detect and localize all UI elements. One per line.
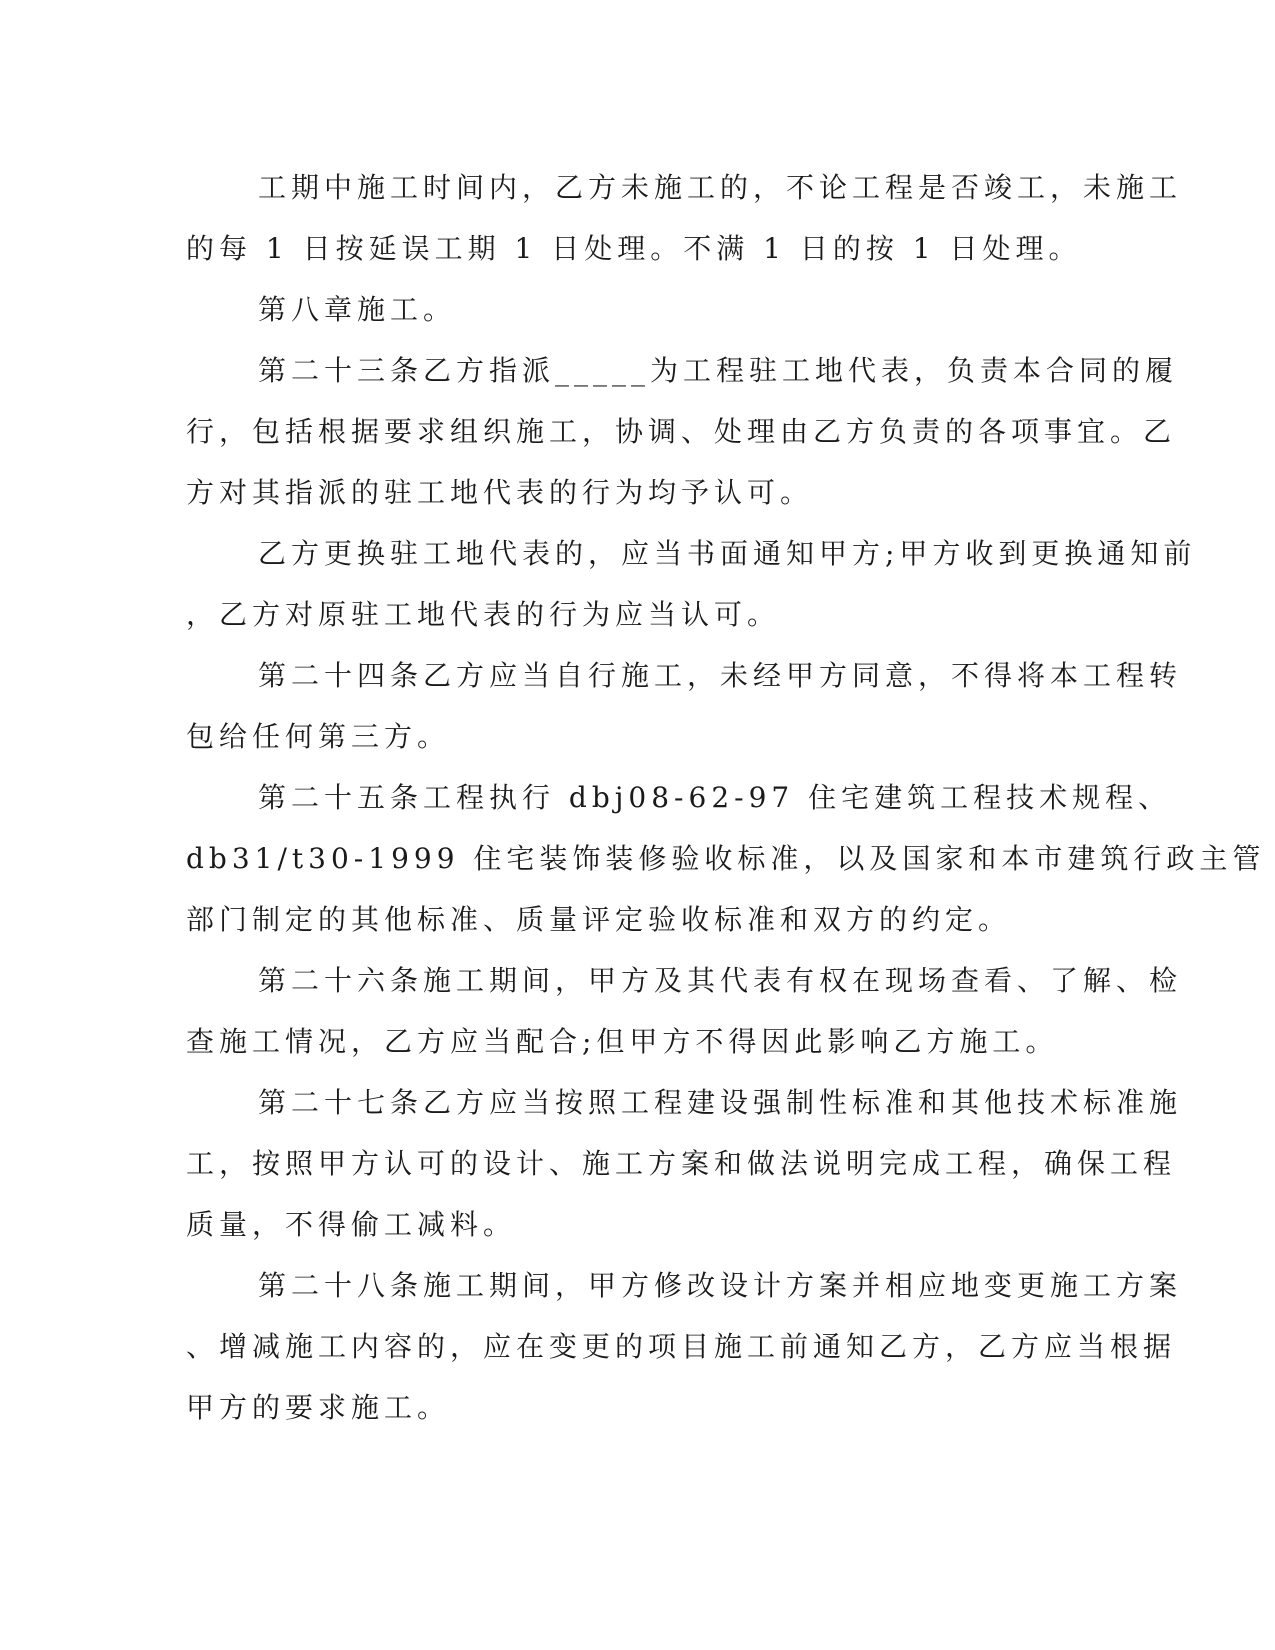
paragraph-line: db31/t30-1999 住宅装饰装修验收标准，以及国家和本市建筑行政主管 xyxy=(186,842,1266,875)
paragraph-line: ，乙方对原驻工地代表的行为应当认可。 xyxy=(186,598,781,631)
paragraph-line: 甲方的要求施工。 xyxy=(186,1391,451,1424)
paragraph-line: 质量，不得偷工减料。 xyxy=(186,1208,517,1241)
paragraph-line: 查施工情况，乙方应当配合;但甲方不得因此影响乙方施工。 xyxy=(186,1025,1059,1058)
paragraph-line: 第二十五条工程执行 dbj08-62-97 住宅建筑工程技术规程、 xyxy=(258,781,1172,814)
paragraph-line: 的每 1 日按延误工期 1 日处理。不满 1 日的按 1 日处理。 xyxy=(186,232,1082,265)
paragraph-line: 第八章施工。 xyxy=(258,293,457,326)
article-28 xyxy=(186,1255,1183,1438)
article-24 xyxy=(186,645,1183,767)
article-27 xyxy=(186,1072,1183,1255)
document-body xyxy=(186,157,1266,1438)
paragraph-line: 、增减施工内容的，应在变更的项目施工前通知乙方，乙方应当根据 xyxy=(186,1330,1177,1363)
paragraph-delay-rule xyxy=(186,157,1183,279)
paragraph-line: 第二十三条乙方指派_____为工程驻工地代表，负责本合同的履 xyxy=(258,354,1179,387)
paragraph-line: 第二十七条乙方应当按照工程建设强制性标准和其他技术标准施 xyxy=(258,1086,1183,1119)
paragraph-line: 部门制定的其他标准、质量评定验收标准和双方的约定。 xyxy=(186,903,1012,936)
article-25 xyxy=(186,767,1266,950)
article-23-representative-change xyxy=(186,523,1197,645)
paragraph-line: 工期中施工时间内，乙方未施工的，不论工程是否竣工，未施工 xyxy=(258,171,1183,204)
paragraph-line: 第二十四条乙方应当自行施工，未经甲方同意，不得将本工程转 xyxy=(258,659,1183,692)
paragraph-line: 第二十六条施工期间，甲方及其代表有权在现场查看、了解、检 xyxy=(258,964,1183,997)
paragraph-line: 方对其指派的驻工地代表的行为均予认可。 xyxy=(186,476,814,509)
paragraph-line: 包给任何第三方。 xyxy=(186,720,451,753)
paragraph-line: 乙方更换驻工地代表的，应当书面通知甲方;甲方收到更换通知前 xyxy=(258,537,1197,570)
paragraph-line: 行，包括根据要求组织施工，协调、处理由乙方负责的各项事宜。乙 xyxy=(186,415,1177,448)
article-23 xyxy=(186,340,1179,523)
paragraph-line: 工，按照甲方认可的设计、施工方案和做法说明完成工程，确保工程 xyxy=(186,1147,1177,1180)
paragraph-line: 第二十八条施工期间，甲方修改设计方案并相应地变更施工方案 xyxy=(258,1269,1183,1302)
article-26 xyxy=(186,950,1183,1072)
chapter-heading xyxy=(186,279,1086,340)
